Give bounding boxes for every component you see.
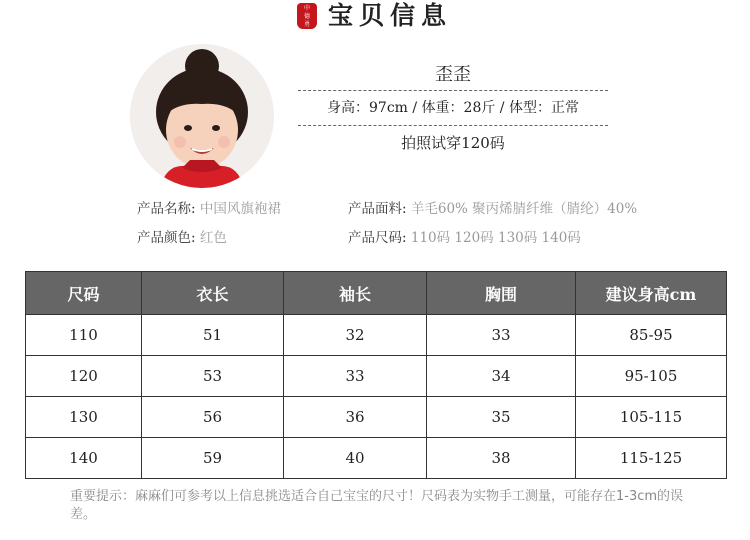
product-fabric-row: [348, 199, 637, 219]
table-cell: 34: [427, 356, 576, 397]
important-note: 重要提示：麻麻们可参考以上信息挑选适合自己宝宝的尺寸！尺码表为实物手工测量，可能存在1-3cm的误差。: [70, 489, 684, 522]
table-cell: 95-105: [576, 356, 727, 397]
model-photo: [130, 44, 274, 188]
table-cell: 56: [142, 397, 284, 438]
table-row: [26, 315, 727, 356]
page-header: [0, 0, 750, 36]
table-cell: 115-125: [576, 438, 727, 479]
table-cell: 120: [26, 356, 142, 397]
column-header: 袖长: [284, 272, 427, 315]
brand-seal: [297, 3, 317, 29]
column-header: 衣长: [142, 272, 284, 315]
table-cell: 40: [284, 438, 427, 479]
table-cell: 35: [427, 397, 576, 438]
table-row: [26, 438, 727, 479]
table-cell: 85-95: [576, 315, 727, 356]
table-cell: 110: [26, 315, 142, 356]
product-color-label: 产品颜色:: [137, 230, 196, 246]
product-size-label: 产品尺码:: [348, 230, 407, 246]
table-cell: 130: [26, 397, 142, 438]
product-fabric-value: 羊毛60% 聚丙烯腈纤维（腈纶）40%: [410, 201, 638, 217]
product-color-row: [137, 228, 227, 248]
size-table: [25, 271, 727, 479]
model-stats: 身高：97cm / 体重：28斤 / 体型：正常: [327, 100, 579, 116]
column-header: 胸围: [427, 272, 576, 315]
table-row: [26, 356, 727, 397]
product-size-row: [348, 228, 581, 248]
product-name-label: 产品名称:: [137, 201, 196, 217]
product-size-value: 110码 120码 130码 140码: [410, 230, 581, 246]
seal-char: 中: [303, 5, 310, 12]
table-cell: 59: [142, 438, 284, 479]
table-header-row: [26, 272, 727, 315]
table-cell: 32: [284, 315, 427, 356]
product-name-value: 中国风旗袍裙: [199, 201, 281, 217]
column-header: 尺码: [26, 272, 142, 315]
table-cell: 38: [427, 438, 576, 479]
table-cell: 33: [427, 315, 576, 356]
table-cell: 140: [26, 438, 142, 479]
column-header: 建议身高cm: [576, 272, 727, 315]
table-cell: 33: [284, 356, 427, 397]
table-cell: 36: [284, 397, 427, 438]
product-fabric-label: 产品面料:: [348, 201, 407, 217]
table-cell: 105-115: [576, 397, 727, 438]
seal-char: 勇: [303, 21, 310, 28]
product-color-value: 红色: [199, 230, 227, 246]
model-info: [298, 60, 608, 156]
divider: [298, 125, 608, 126]
trial-size: 拍照试穿120码: [401, 134, 505, 152]
table-cell: 53: [142, 356, 284, 397]
product-name-row: [137, 199, 281, 219]
model-name: 歪歪: [435, 64, 471, 85]
table-cell: 51: [142, 315, 284, 356]
table-row: [26, 397, 727, 438]
child-portrait-image: [130, 44, 274, 188]
seal-char: 德: [303, 13, 310, 20]
page-title: 宝贝信息: [328, 1, 453, 30]
